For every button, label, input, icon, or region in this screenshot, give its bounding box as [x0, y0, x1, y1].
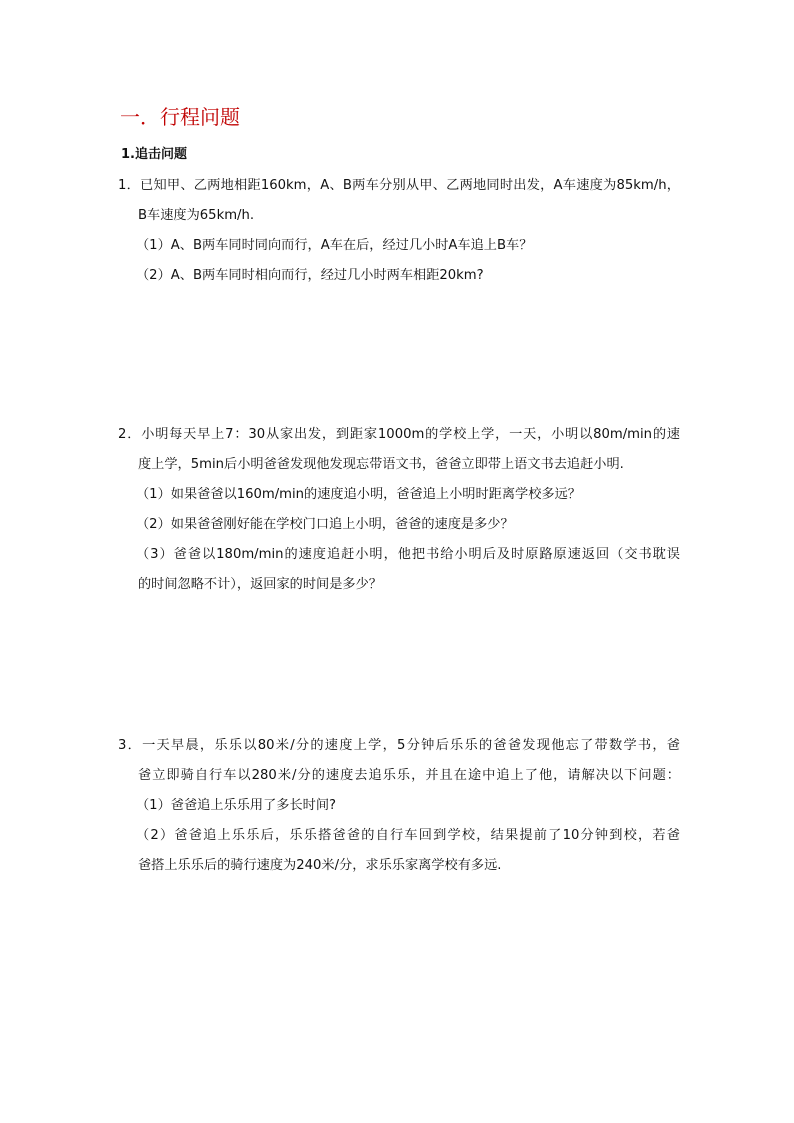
- subsection-title: 1.追击问题: [121, 147, 187, 162]
- problem-1-question-2: （2）A、B两车同时相向而行，经过几小时两车相距20km?: [136, 268, 484, 283]
- problem-3: [118, 731, 680, 881]
- section-title: 一．行程问题: [120, 105, 240, 129]
- problem-1: [118, 171, 680, 291]
- problem-2-line-1: 2．小明每天早上7：30从家出发，到距家1000m的学校上学，一天，小明以80m/min的速: [118, 427, 680, 442]
- problem-2-question-2: （2）如果爸爸刚好能在学校门口追上小明，爸爸的速度是多少？: [136, 517, 514, 532]
- problem-1-line-2: B车速度为65km/h.: [138, 208, 255, 223]
- problem-3-line-2: 爸立即骑自行车以280米/分的速度去追乐乐，并且在途中追上了他，请解决以下问题：: [138, 768, 680, 783]
- problem-2-question-3-cont: 的时间忽略不计），返回家的时间是多少？: [138, 577, 382, 592]
- problem-2-line-2: 度上学，5min后小明爸爸发现他发现忘带语文书，爸爸立即带上语文书去追赶小明.: [138, 457, 624, 472]
- problem-2-question-3: （3）爸爸以180m/min的速度追赶小明，他把书给小明后及时原路原速返回（交书耽误: [136, 547, 680, 562]
- problem-3-question-2: （2）爸爸追上乐乐后，乐乐搭爸爸的自行车回到学校，结果提前了10分钟到校，若爸: [136, 828, 680, 843]
- problem-1-line-1: 1．已知甲、乙两地相距160km，A、B两车分别从甲、乙两地同时出发，A车速度为85km/h，: [118, 178, 680, 193]
- problem-2: [118, 420, 680, 600]
- problem-2-question-1: （1）如果爸爸以160m/min的速度追小明，爸爸追上小明时距离学校多远？: [136, 487, 581, 502]
- problem-1-question-1: （1）A、B两车同时同向而行，A车在后，经过几小时A车追上B车？: [136, 238, 533, 253]
- problem-3-question-1: （1）爸爸追上乐乐用了多长时间?: [136, 798, 337, 813]
- problem-3-question-2-cont: 爸搭上乐乐后的骑行速度为240米/分，求乐乐家离学校有多远.: [138, 858, 502, 873]
- problem-3-line-1: 3．一天早晨，乐乐以80米/分的速度上学，5分钟后乐乐的爸爸发现他忘了带数学书，爸: [118, 738, 680, 753]
